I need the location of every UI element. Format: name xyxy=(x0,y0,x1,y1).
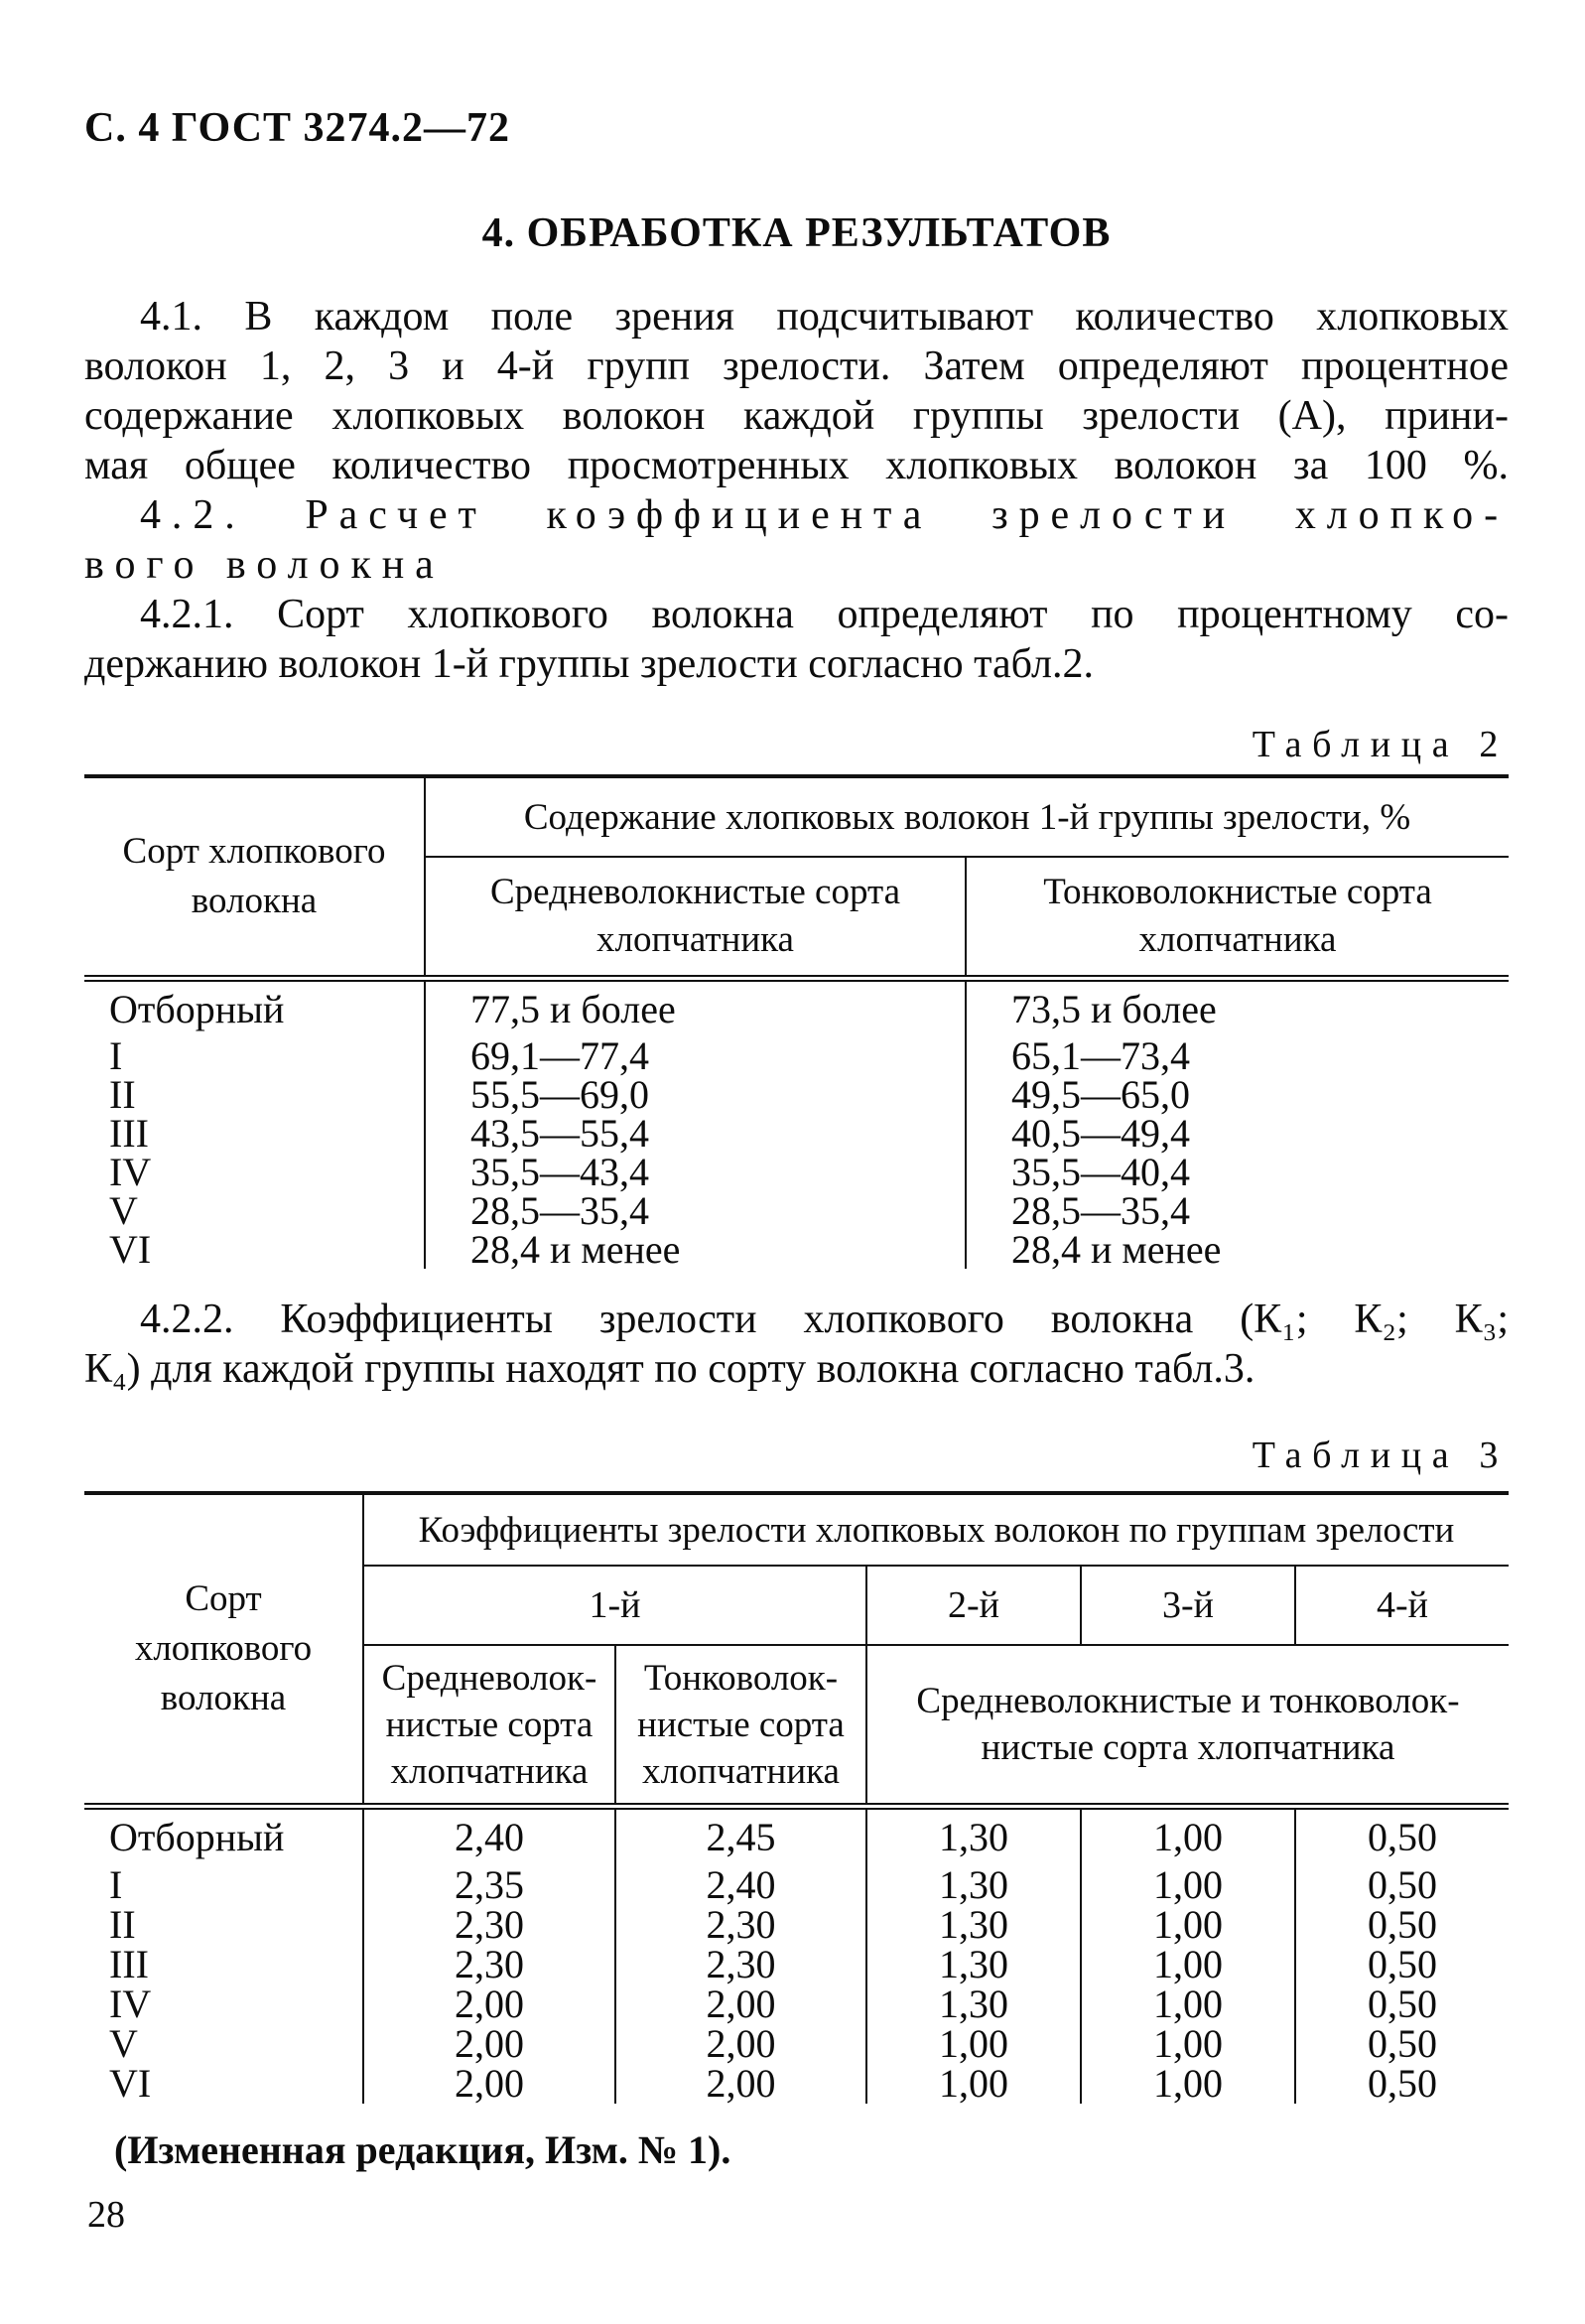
table3-k1-fine-cell: 2,30 xyxy=(615,1945,866,1984)
table3-group-header-1: 1-й xyxy=(363,1566,866,1645)
amendment-note: (Измененная редакция, Изм. № 1). xyxy=(114,2127,731,2172)
table3-row xyxy=(84,1865,1509,1905)
table3-col0-header-line: Сорт xyxy=(185,1578,262,1619)
table3-k1-fine-cell: 2,45 xyxy=(615,1807,866,1866)
table3-group-header-2: 2-й xyxy=(866,1566,1081,1645)
table2-medium-cell: 69,1—77,4 xyxy=(425,1036,966,1075)
table2-col0-header xyxy=(84,776,425,979)
table3-row xyxy=(84,2064,1509,2104)
table3-grade-cell: V xyxy=(84,2024,363,2064)
table2-grade-cell: V xyxy=(84,1191,425,1230)
page-content xyxy=(84,103,1509,2237)
table3-row xyxy=(84,1807,1509,1866)
table3-k3-cell: 1,00 xyxy=(1081,2024,1295,2064)
table3-row xyxy=(84,1905,1509,1945)
paragraph-4-1-line: мая общее количество просмотренных хлопковых волокон за 100 %. xyxy=(84,443,1509,488)
table3-k2-cell: 1,00 xyxy=(866,2024,1081,2064)
table3-k3-cell: 1,00 xyxy=(1081,2064,1295,2104)
table2-fine-cell: 73,5 и более xyxy=(1011,987,1217,1031)
table3-k4-cell: 0,50 xyxy=(1368,2061,1437,2106)
table3-k1-medium-cell: 2,00 xyxy=(363,2024,615,2064)
paragraph-4-1-line: 4.1. В каждом поле зрения подсчитывают количество хлопковых xyxy=(140,294,1509,340)
table3-k4-cell: 0,50 xyxy=(1368,1982,1437,2026)
table3-k4-cell: 0,50 xyxy=(1368,1862,1437,1907)
table3-subheader-medium-line: нистые сорта xyxy=(385,1704,594,1745)
table2-row xyxy=(84,1114,1509,1153)
section-title: 4. ОБРАБОТКА РЕЗУЛЬТАТОВ xyxy=(481,210,1112,256)
table2-row xyxy=(84,1191,1509,1230)
paragraph-4-2-2 xyxy=(84,1295,1509,1394)
table3-grade-cell: I xyxy=(84,1865,363,1905)
table2-grade-cell: VI xyxy=(84,1230,425,1269)
table2-fine-cell: 28,4 и менее xyxy=(1011,1227,1222,1272)
table3-k4-cell: 0,50 xyxy=(1368,1902,1437,1947)
heading-4-2 xyxy=(84,490,1509,590)
table3-k2-cell: 1,30 xyxy=(866,1807,1081,1866)
table3-grade-cell: III xyxy=(84,1945,363,1984)
table3-k1-medium-cell: 2,35 xyxy=(363,1865,615,1905)
table2-row xyxy=(84,1075,1509,1114)
table3-grade-cell: VI xyxy=(84,2064,363,2104)
table2-medium-cell: 35,5—43,4 xyxy=(425,1153,966,1191)
table2-col0-header-line: волокна xyxy=(191,881,318,921)
table3-k1-fine-cell: 2,00 xyxy=(615,2024,866,2064)
table3-subheader-fine-line: нистые сорта xyxy=(637,1704,845,1745)
table2-body xyxy=(84,979,1509,1270)
table3-subheader-merged-line: нистые сорта хлопчатника xyxy=(981,1727,1395,1768)
table3-subheader-merged xyxy=(866,1645,1509,1807)
table2-caption: Таблица 2 xyxy=(1252,724,1509,765)
table3-group-header-4: 4-й xyxy=(1295,1566,1509,1645)
table3-subheader-fine-line: хлопчатника xyxy=(642,1750,840,1792)
table3-k3-cell: 1,00 xyxy=(1081,1905,1295,1945)
table3-span-header: Коэффициенты зрелости хлопковых волокон по группам зрелости xyxy=(363,1493,1509,1566)
table2-fine-cell: 65,1—73,4 xyxy=(1011,1033,1190,1078)
table3-col0-header-line: волокна xyxy=(160,1678,287,1718)
paragraph-4-2-1-line: 4.2.1. Сорт хлопкового волокна определяют по процентному со- xyxy=(140,592,1509,637)
table2 xyxy=(84,774,1509,1272)
table3-k1-medium-cell: 2,30 xyxy=(363,1945,615,1984)
table3-subheader-medium xyxy=(363,1645,615,1807)
table2-grade-cell: IV xyxy=(84,1153,425,1191)
table3-k3-cell: 1,00 xyxy=(1081,1807,1295,1866)
table3-row xyxy=(84,1984,1509,2024)
table3-header xyxy=(84,1493,1509,1807)
table2-fine-cell: 49,5—65,0 xyxy=(1011,1072,1190,1117)
table2-row xyxy=(84,979,1509,1037)
table2-medium-cell: 28,5—35,4 xyxy=(425,1191,966,1230)
table3-subheader-medium-line: хлопчатника xyxy=(390,1750,589,1792)
table2-fine-cell: 40,5—49,4 xyxy=(1011,1111,1190,1156)
table2-fine-cell: 35,5—40,4 xyxy=(1011,1150,1190,1194)
table2-fine-cell: 28,5—35,4 xyxy=(1011,1188,1190,1233)
paragraph-4-1-line: содержание хлопковых волокон каждой группы зрелости (А), прини- xyxy=(84,393,1509,439)
table3-k3-cell: 1,00 xyxy=(1081,1945,1295,1984)
table3-k2-cell: 1,30 xyxy=(866,1984,1081,2024)
table2-row xyxy=(84,1230,1509,1269)
table3-k3-cell: 1,00 xyxy=(1081,1865,1295,1905)
table3-subheader-merged-line: Средневолокнистые и тонковолок- xyxy=(916,1681,1460,1721)
table3-row xyxy=(84,2024,1509,2064)
table3-k1-medium-cell: 2,40 xyxy=(363,1807,615,1866)
table3-k1-fine-cell: 2,30 xyxy=(615,1905,866,1945)
table3-k4-cell: 0,50 xyxy=(1368,1815,1437,1859)
doc-header: С. 4 ГОСТ 3274.2—72 xyxy=(84,105,511,151)
table3-k1-medium-cell: 2,00 xyxy=(363,2064,615,2104)
table2-grade-cell: III xyxy=(84,1114,425,1153)
table2-col0-header-line: Сорт хлопкового xyxy=(122,831,386,872)
table2-row xyxy=(84,1153,1509,1191)
page-number: 28 xyxy=(87,2194,125,2236)
heading-4-2-line: вого волокна xyxy=(84,542,445,588)
table2-medium-cell: 43,5—55,4 xyxy=(425,1114,966,1153)
table3-k4-cell: 0,50 xyxy=(1368,2021,1437,2066)
table2-grade-cell: Отборный xyxy=(84,979,425,1037)
table2-span-header: Содержание хлопковых волокон 1-й группы зрелости, % xyxy=(425,776,1509,857)
paragraph-4-1-line: волокон 1, 2, 3 и 4-й групп зрелости. Затем определяют процентное xyxy=(84,343,1509,389)
table3-row xyxy=(84,1945,1509,1984)
paragraph-4-1 xyxy=(84,292,1509,490)
table3-body xyxy=(84,1807,1509,2105)
table3-grade-cell: IV xyxy=(84,1984,363,2024)
table3-k2-cell: 1,30 xyxy=(866,1905,1081,1945)
paragraph-4-2-2-line: 4.2.2. Коэффициенты зрелости хлопкового волокна (К₁; К₂; К₃; xyxy=(140,1297,1509,1342)
table3-col0-header-line: хлопкового xyxy=(134,1628,313,1669)
table3-k1-medium-cell: 2,00 xyxy=(363,1984,615,2024)
table3-k3-cell: 1,00 xyxy=(1081,1984,1295,2024)
table2-medium-cell: 77,5 и более xyxy=(425,979,966,1037)
table3-group-header-3: 3-й xyxy=(1081,1566,1295,1645)
table3-k1-fine-cell: 2,40 xyxy=(615,1865,866,1905)
table2-row xyxy=(84,1036,1509,1075)
table3-subheader-fine xyxy=(615,1645,866,1807)
table3-k2-cell: 1,00 xyxy=(866,2064,1081,2104)
table2-subheader-fine: Тонковолокнистые сорта хлопчатника xyxy=(966,857,1509,979)
paragraph-4-2-1 xyxy=(84,590,1509,689)
table3-grade-cell: Отборный xyxy=(84,1807,363,1866)
table2-header xyxy=(84,776,1509,979)
table3-caption: Таблица 3 xyxy=(1252,1435,1509,1476)
table3-k2-cell: 1,30 xyxy=(866,1945,1081,1984)
table3-grade-cell: II xyxy=(84,1905,363,1945)
table2-medium-cell: 28,4 и менее xyxy=(425,1230,966,1269)
table2-subheader-medium: Средневолокнистые сорта хлопчатника xyxy=(425,857,966,979)
paragraph-4-2-1-line: держанию волокон 1-й группы зрелости согласно табл.2. xyxy=(84,641,1094,687)
heading-4-2-line: 4.2. Расчет коэффициента зрелости хлопко- xyxy=(140,492,1509,538)
table3 xyxy=(84,1491,1509,2104)
table3-k1-fine-cell: 2,00 xyxy=(615,2064,866,2104)
table3-k4-cell: 0,50 xyxy=(1368,1942,1437,1986)
table3-k1-medium-cell: 2,30 xyxy=(363,1905,615,1945)
table3-subheader-medium-line: Средневолок- xyxy=(381,1657,597,1699)
table3-subheader-fine-line: Тонковолок- xyxy=(643,1657,839,1699)
table3-k1-fine-cell: 2,00 xyxy=(615,1984,866,2024)
table2-grade-cell: I xyxy=(84,1036,425,1075)
table2-medium-cell: 55,5—69,0 xyxy=(425,1075,966,1114)
table3-col0-header xyxy=(84,1493,363,1807)
table2-grade-cell: II xyxy=(84,1075,425,1114)
paragraph-4-2-2-line: К₄) для каждой группы находят по сорту волокна согласно табл.3. xyxy=(84,1346,1255,1392)
table3-k2-cell: 1,30 xyxy=(866,1865,1081,1905)
